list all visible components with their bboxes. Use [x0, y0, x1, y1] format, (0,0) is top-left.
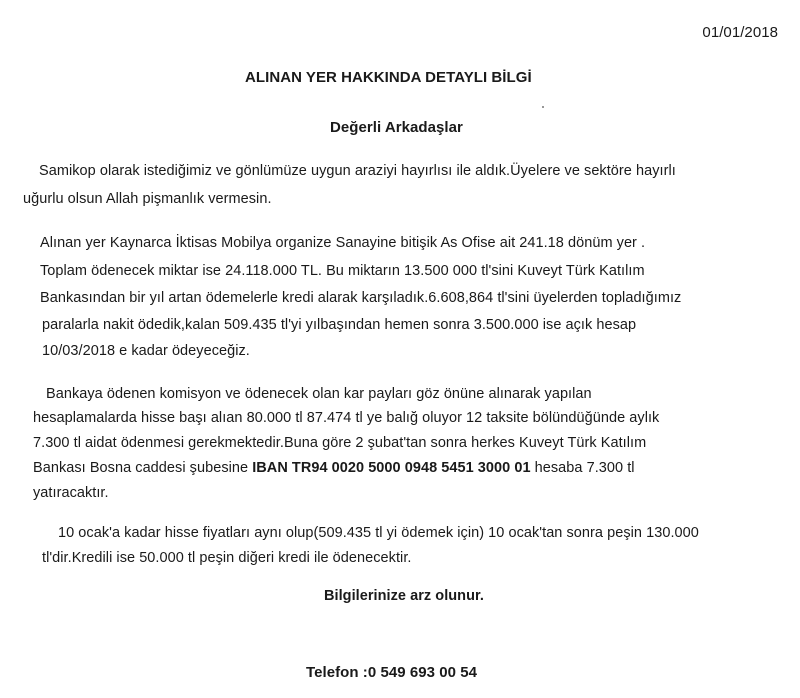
- closing-text: Bilgilerinize arz olunur.: [324, 588, 484, 604]
- paragraph2-line: Alınan yer Kaynarca İktisas Mobilya organize Sanayine bitişik As Ofise ait 241.18 dönüm yer .: [40, 235, 646, 251]
- paragraph2-line: Toplam ödenecek miktar ise 24.118.000 TL. Bu miktarın 13.500 000 tl'sini Kuveyt Türk Katılım: [40, 263, 645, 279]
- iban-prefix-text: Bankası Bosna caddesi şubesine: [33, 460, 253, 476]
- paragraph3-line-iban: [33, 460, 635, 476]
- paragraph2-line: Bankasından bir yıl artan ödemelerle kredi alarak karşıladık.6.608,864 tl'sini üyelerden topladığımız: [40, 290, 682, 306]
- scan-speck: [542, 106, 544, 108]
- paragraph3-line: Bankaya ödenen komisyon ve ödenecek olan kar payları göz önüne alınarak yapılan: [46, 386, 592, 402]
- phone-number: 0 549 693 00 54: [367, 664, 478, 681]
- paragraph3-line: 7.300 tl aidat ödenmesi gerekmektedir.Buna göre 2 şubat'tan sonra herkes Kuveyt Türk Katılım: [33, 435, 647, 451]
- document-date: 01/01/2018: [702, 24, 778, 41]
- paragraph4-line: tl'dir.Kredili ise 50.000 tl peşin diğeri kredi ile ödenecektir.: [42, 550, 412, 566]
- paragraph1-line: uğurlu olsun Allah pişmanlık vermesin.: [23, 191, 272, 207]
- phone-line: [306, 664, 477, 681]
- iban-suffix-text: hesaba 7.300 tl: [530, 460, 635, 476]
- iban-number: IBAN TR94 0020 5000 0948 5451 3000 01: [252, 460, 531, 476]
- document-title: ALINAN YER HAKKINDA DETAYLI BİLGİ: [245, 69, 532, 86]
- paragraph3-line: yatıracaktır.: [33, 485, 109, 501]
- paragraph2-line: 10/03/2018 e kadar ödeyeceğiz.: [42, 343, 250, 359]
- paragraph3-line: hesaplamalarda hisse başı alıan 80.000 tl 87.474 tl ye balığ oluyor 12 taksite bölündüğünde aylık: [33, 410, 660, 426]
- paragraph2-line: paralarla nakit ödedik,kalan 509.435 tl'yi yılbaşından hemen sonra 3.500.000 ise açık hesap: [42, 317, 637, 333]
- phone-label: Telefon :: [306, 664, 368, 681]
- paragraph4-line: 10 ocak'a kadar hisse fiyatları aynı olup(509.435 tl yi ödemek için) 10 ocak'tan sonra peşin 130.000: [58, 525, 699, 541]
- paragraph1-line: Samikop olarak istediğimiz ve gönlümüze uygun araziyi hayırlısı ile aldık.Üyelere ve sektöre hayırlı: [39, 163, 676, 179]
- greeting: Değerli Arkadaşlar: [330, 119, 463, 136]
